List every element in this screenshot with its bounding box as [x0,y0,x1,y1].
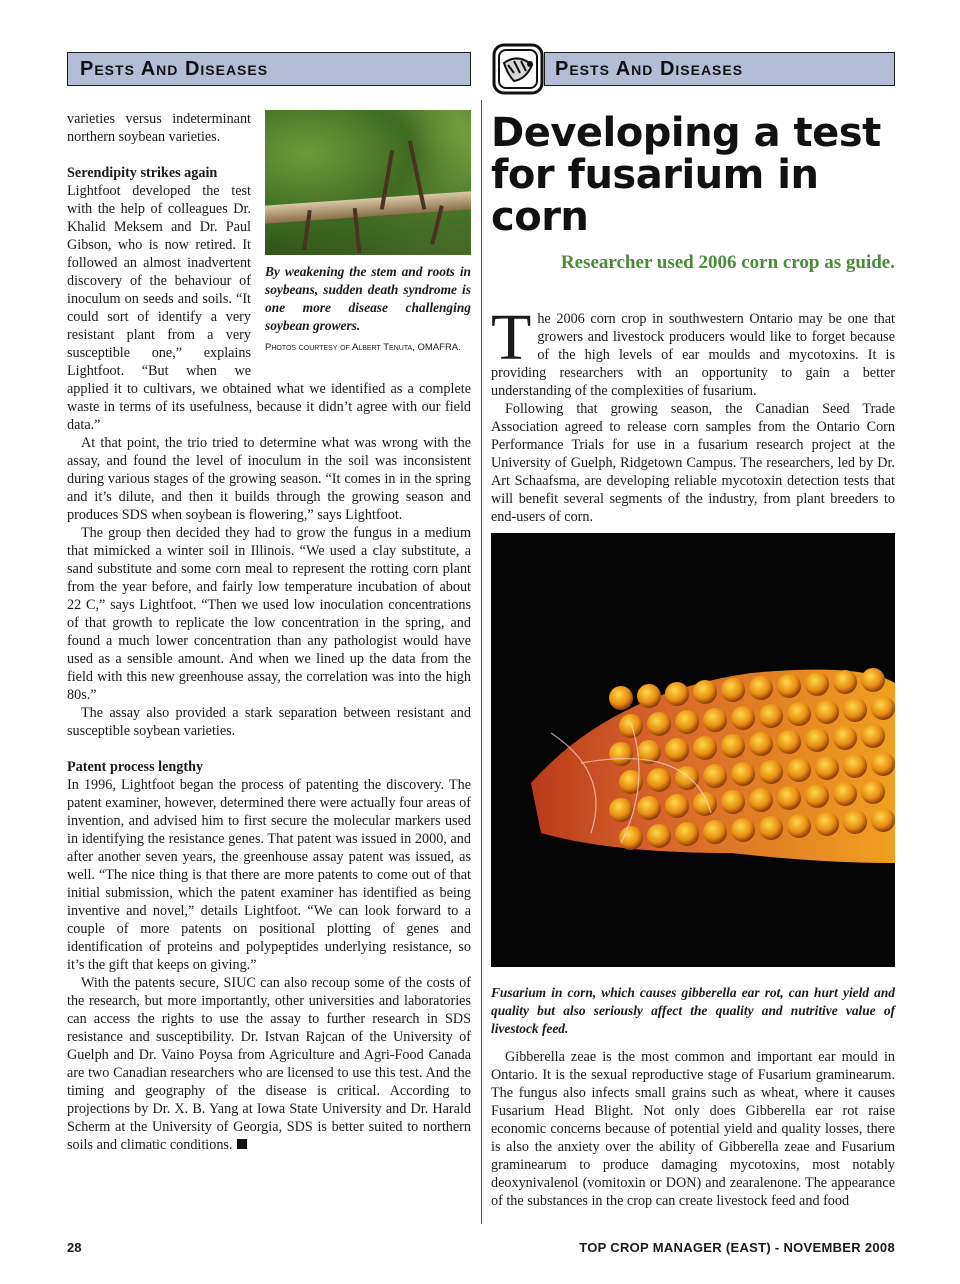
corn-kernel [665,794,689,818]
soybean-photo-figure [265,110,471,366]
corn-kernel [787,814,811,838]
corn-kernel [721,790,745,814]
corn-kernel [675,710,699,734]
corn-kernel [787,758,811,782]
corn-kernel [721,734,745,758]
corn-kernel [843,754,867,778]
corn-kernel [833,782,857,806]
corn-kernel [815,700,839,724]
left-intro-text: varieties versus indeterminant northern soybean varieties. [67,111,251,145]
section-header-right: Pests And Diseases [544,52,895,86]
corn-kernel [815,756,839,780]
corn-kernel [861,724,885,748]
corn-kernel [637,796,661,820]
corn-kernel [703,820,727,844]
corn-kernel [647,768,671,792]
corn-kernel [647,712,671,736]
corn-kernel [619,826,643,850]
section-header-left: Pests And Diseases [67,52,471,86]
corn-kernel [759,704,783,728]
right-paragraph-1: he 2006 corn crop in southwestern Ontario may be one that growers and livestock producers would like to forget because of the high levels of ear moulds and mycotoxins. It is providing researchers with an opportunity to gain a better understanding of the complexities of fusarium. [491,311,895,399]
corn-kernel [665,682,689,706]
corn-kernel [693,736,717,760]
corn-kernel [637,684,661,708]
corn-kernel [731,818,755,842]
corn-kernel [609,686,633,710]
corn-kernel [843,698,867,722]
corn-kernel [805,728,829,752]
left-paragraph-6: With the patents secure, SIUC can also recoup some of the costs of the research, but more importantly, other universities and laboratories can access the rights to use the assay to further research in SDS resistance and susceptibility. Dr. Istvan Rajcan of the University of Guelph and Dr. Vaino Poysa from Agriculture and Agri-Food Canada are two Canadian researchers who are licensed to use this test. And the timing and geography of the disease is critical. According to projections by Dr. X. B. Yang at Iowa State University and Dr. Harald Scherm at the University of Georgia, SDS is better suited to northern soils and climatic conditions. [67,975,471,1153]
corn-kernel [871,752,895,776]
corn-kernel [749,788,773,812]
left-paragraph-3: The group then decided they had to grow the fungus in a medium that mimicked a winter soil in Illinois. “We used a clay substitute, a sand substitute and some corn meal to represent the rotting corn plant from the year before, and fairly low temperature incubation of about 22 C,” says Lightfoot. “Then we used low inoculation concentrations of that growth to replicate the low concentration in the spring, and found a much lower concentration than any pathologist would have used as a sensible amount. And when we lined up the data from the field with this new greenhouse assay, the correlation was into the high 80s.” [67,525,471,703]
corn-kernel [833,670,857,694]
publication-footer: TOP CROP MANAGER (EAST) - NOVEMBER 2008 [579,1240,895,1255]
corn-kernel [871,808,895,832]
corn-kernel [787,702,811,726]
corn-kernel [871,696,895,720]
soybean-root-photo [265,110,471,255]
subhead-serendipity: Serendipity strikes again [67,165,218,181]
corn-kernel [609,742,633,766]
corn-kernel [759,760,783,784]
corn-kernel [833,726,857,750]
corn-kernel [861,780,885,804]
photo-credit: Photos courtesy of Albert Tenuta, OMAFRA. [265,342,461,353]
right-paragraph-3: Gibberella zeae is the most common and important ear mould in Ontario. It is the sexual reproductive stage of Fusarium graminearum. The fungus also infects small grains such as wheat, where it causes Fusarium Head Blight. Not only does Gibberella ear rot raise economic concerns because of potential yield and quality losses, there is also the anxiety over the ability of Gibberella zeae and Fusarium graminearum to produce damaging mycotoxins, most notably deoxynivalenol (vomitoxin or DON) and zearalenone. The appearance of the substances in the crop can create livestock feed and food [491,1049,895,1209]
pest-logo-icon [492,43,544,95]
left-article-column [67,110,471,1154]
corn-kernel [749,676,773,700]
corn-kernel [665,738,689,762]
left-paragraph-5: In 1996, Lightfoot began the process of patenting the discovery. The patent examiner, however, determined there were actually four areas of invention, and advised him to first secure the molecular markers used in identifying the resistance genes. That patent was issued in 2000, and after another seven years, the greenhouse assay patent was issued, as well. “The nice thing is that there are more patents to come out of that initial submission, which the patent examiner has identified as being inventive and novel,” details Lightfoot. “We can look forward to a couple of more patents on positional plotting of genes and identification of proteins and polypeptides underlying resistance, so it’s the gift that keeps on giving.” [67,777,471,973]
corn-kernel [731,762,755,786]
corn-kernel [815,812,839,836]
article-deck: Researcher used 2006 corn crop as guide. [560,252,895,273]
corn-kernel [777,730,801,754]
corn-kernel [749,732,773,756]
corn-kernel [731,706,755,730]
corn-kernel [805,784,829,808]
soybean-photo-caption: By weakening the stem and roots in soybeans, sudden death syndrome is one more disease challenging soybean growers. [265,264,471,333]
corn-kernel [703,708,727,732]
right-body-text [491,1048,895,1210]
subhead-patent: Patent process lengthy [67,759,204,775]
end-of-article-icon [237,1139,247,1149]
right-intro-text [491,301,895,526]
right-paragraph-2: Following that growing season, the Canadian Seed Trade Association agreed to release corn samples from the Ontario Corn Performance Trials for use in a fusarium research project at the University of Guelph, Ridgetown Campus. The researchers, led by Dr. Art Schaafsma, are developing reliable mycotoxin detection tests that will benefit several segments of the industry, from plant breeders to end-users of corn. [491,401,895,525]
left-paragraph-2: At that point, the trio tried to determine what was wrong with the assay, and found the level of inoculum in the soil was inconsistent during various stages of the growing season. “It comes in in the spring and it’s dilute, and then it builds through the growing season and produces SDS when soybean is flowering,” says Lightfoot. [67,435,471,523]
left-paragraph-1: Lightfoot developed the test with the help of colleagues Dr. Khalid Meksem and Dr. Paul Gibson, who is now retired. It followed an almost inadvertent discovery of the behaviour of inoculum on seeds and soils. “It could sort of identify a very resistant plant from a very susceptible one,” explains Lightfoot. “But when we applied it to cultivars, we obtained what we identified as a complete waste in terms of its usefulness, because it didn’t agree with our field data.” [67,183,471,433]
corn-kernel [693,792,717,816]
corn-kernel [619,714,643,738]
column-divider [481,100,482,1224]
corn-kernel [861,668,885,692]
left-paragraph-4: The assay also provided a stark separation between resistant and susceptible soybean varieties. [67,705,471,739]
corn-kernel [609,798,633,822]
corn-kernel [693,680,717,704]
corn-kernel [777,786,801,810]
corn-kernel [777,674,801,698]
corn-kernel [647,824,671,848]
fusarium-corn-photo [491,533,895,967]
corn-kernel [703,764,727,788]
corn-kernel [805,672,829,696]
corn-photo-caption: Fusarium in corn, which causes gibberella ear rot, can hurt yield and quality but also seriously affect the quality and nutritive value of livestock feed. [491,985,895,1036]
article-headline: Developing a test for fusarium in corn [491,110,881,240]
corn-kernel [759,816,783,840]
corn-kernel [675,822,699,846]
corn-kernel [721,678,745,702]
drop-cap: T [491,301,532,374]
page-number: 28 [67,1240,82,1255]
corn-kernel [843,810,867,834]
